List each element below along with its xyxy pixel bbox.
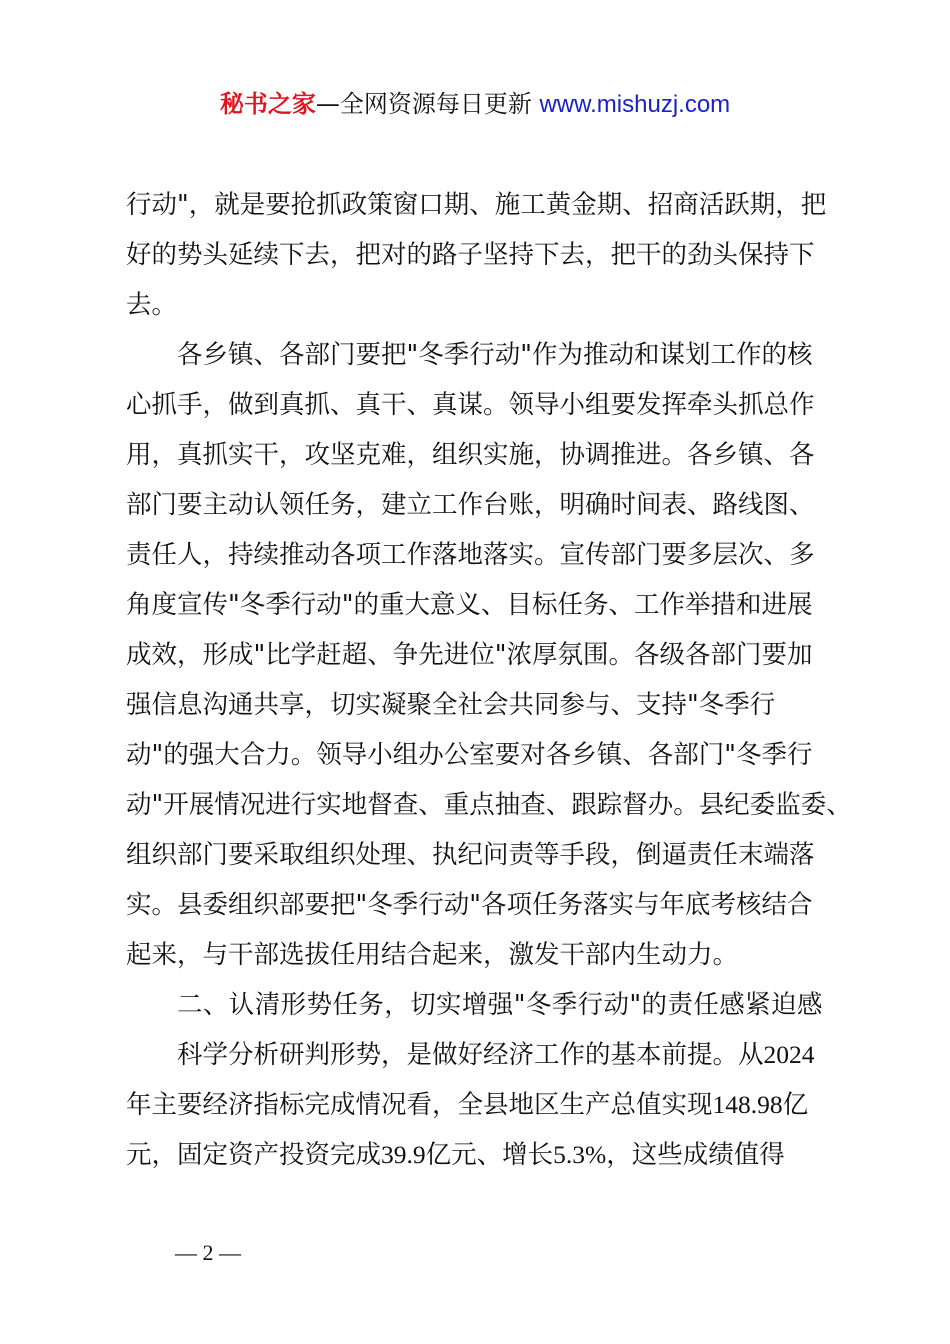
text-line: 去。 [126,290,178,320]
year-value: 2024 [763,1040,815,1069]
page-number: — 2 — [175,1240,241,1265]
text-line: 各乡镇、各部门要把"冬季行动"作为推动和谋划工作的核 [177,340,813,370]
site-banner [0,86,950,123]
text-line: 部门要主动认领任务，建立工作台账，明确时间表、路线图、 [126,490,815,520]
section-heading-2 [126,980,838,1030]
paragraph-3 [126,1030,838,1180]
text-line: 实。县委组织部要把"冬季行动"各项任务落实与年底考核结合 [126,890,813,920]
text-segment: 元，固定资产投资完成 [126,1140,382,1170]
brand-name: 秘书之家 [219,90,316,118]
document-body [126,180,852,1180]
text-line: 组织部门要采取组织处理、执纪问责等手段，倒逼责任末端落 [126,840,815,870]
text-line [126,1080,838,1130]
text-line: 心抓手，做到真抓、真干、真谋。领导小组要发挥牵头抓总作 [126,390,815,420]
text-segment: 亿元、增长 [425,1140,554,1170]
paragraph-2 [126,330,852,980]
text-line: 行动"，就是要抢抓政策窗口期、施工黄金期、招商活跃期，把 [126,190,827,220]
investment-value: 39.9 [381,1140,426,1169]
text-line: 用，真抓实干，攻坚克难，组织实施，协调推进。各乡镇、各 [126,440,815,470]
text-line: 责任人，持续推动各项工作落地落实。宣传部门要多层次、多 [126,540,815,570]
text-line [126,1030,838,1080]
text-segment: 年主要经济指标完成情况看，全县地区生产总值实现 [126,1090,713,1120]
section-heading: 二、认清形势任务，切实增强"冬季行动"的责任感紧迫感 [177,990,823,1020]
gdp-value: 148.98 [712,1090,783,1119]
text-segment: 科学分析研判形势，是做好经济工作的基本前提。从 [177,1040,764,1070]
unit-text: 亿 [782,1090,809,1120]
text-line: 动"的强大合力。领导小组办公室要对各乡镇、各部门"冬季行 [126,740,813,770]
text-line: 好的势头延续下去，把对的路子坚持下去，把干的劲头保持下 [126,240,815,270]
paragraph-1 [126,180,838,330]
site-url-link[interactable]: www.mishuzj.com [539,91,731,118]
text-line: 动"开展情况进行实地督查、重点抽查、跟踪督办。县纪委监委、 [126,790,852,820]
text-line [126,1130,838,1180]
text-line: 角度宣传"冬季行动"的重大意义、目标任务、工作举措和进展 [126,590,813,620]
text-line: 强信息沟通共享，切实凝聚全社会共同参与、支持"冬季行 [126,690,776,720]
growth-value: 5.3% [553,1140,607,1169]
text-line: 成效，形成"比学赶超、争先进位"浓厚氛围。各级各部门要加 [126,640,813,670]
banner-slogan: —全网资源每日更新 [315,90,540,118]
text-segment: ，这些成绩值得 [606,1140,785,1170]
text-line: 起来，与干部选拔任用结合起来，激发干部内生动力。 [126,940,739,970]
